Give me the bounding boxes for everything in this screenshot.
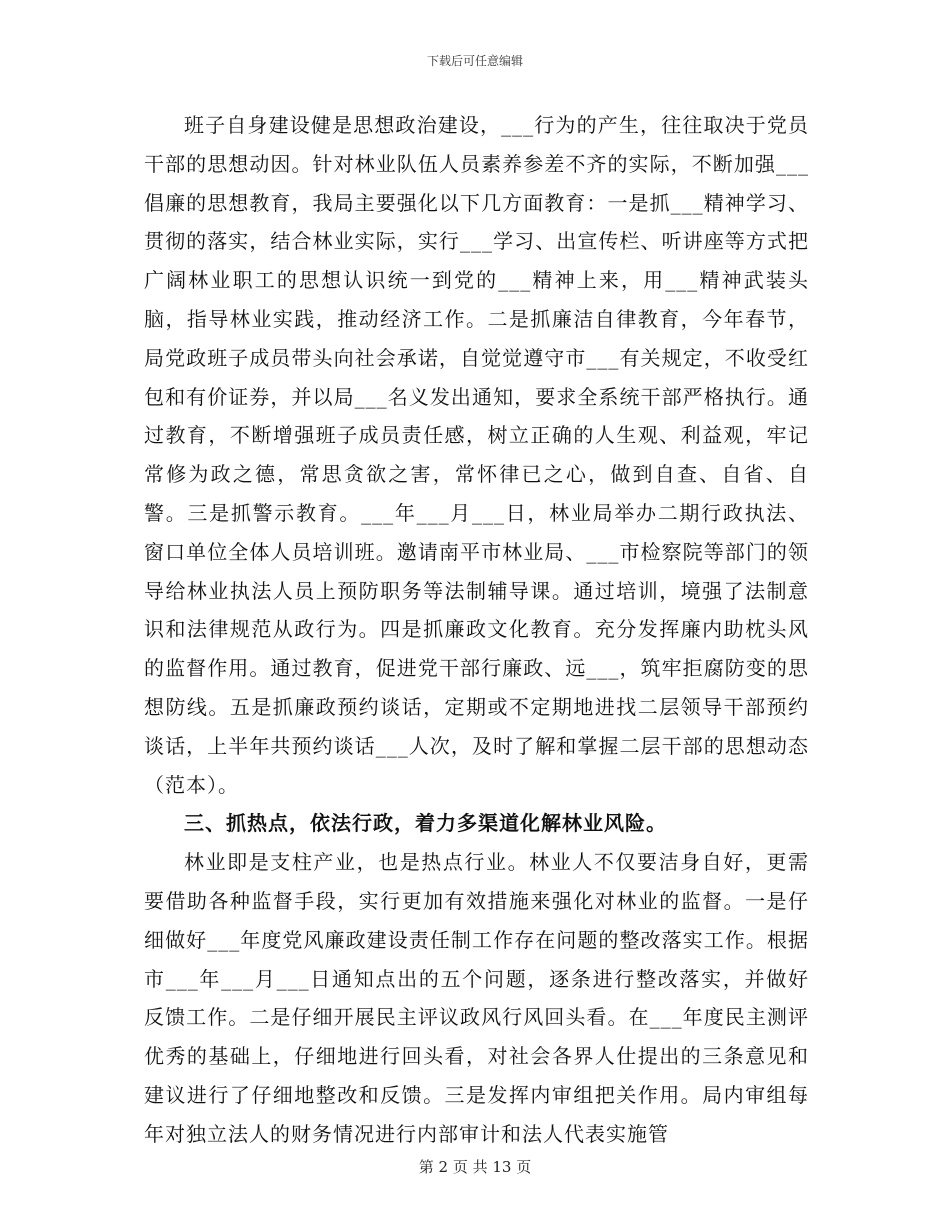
page-number: 第 2 页 共 13 页 — [418, 1158, 532, 1176]
body-paragraph: 班子自身建设健是思想政治建设，___行为的产生，往往取决于党员干部的思想动因。针对林业队伍人员素养参差不齐的实际，不断加强___倡廉的思想教育，我局主要强化以下几方面教育：一是抓___精神学习、贯彻的落实，结合林业实际，实行___学习、出宣传栏、听讲座等方式把广阔林业职工的思想认识统一到党的___精神上来，用___精神武装头脑，指导林业实践，推动经济工作。二是抓廉洁自律教育，今年春节，局党政班子成员带头向社会承诺，自觉觉遵守市___有关规定，不收受红包和有价证券，并以局___名义发出通知，要求全系统干部严格执行。通过教育，不断增强班子成员责任感，树立正确的人生观、利益观，牢记常修为政之德，常思贪欲之害，常怀律已之心，做到自查、自省、自警。三是抓警示教育。___年___月___日，林业局举办二期行政执法、窗口单位全体人员培训班。邀请南平市林业局、___市检察院等部门的领导给林业执法人员上预防职务等法制辅导课。通过培训，境强了法制意识和法律规范从政行为。四是抓廉政文化教育。充分发挥廉内助枕头风的监督作用。通过教育，促进党干部行廉政、远___，筑牢拒腐防变的思想防线。五是抓廉政预约谈话，定期或不定期地进找二层领导干部预约谈话，上半年共预约谈话___人次，及时了解和掌握二层干部的思想动态（范本）。 — [144, 113, 809, 797]
document-body — [144, 106, 809, 1154]
body-paragraph: 林业即是支柱产业，也是热点行业。林业人不仅要洁身自好，更需要借助各种监督手段，实行更加有效措施来强化对林业的监督。一是仔细做好___年度党风廉政建设责任制工作存在问题的整改落实工作。根据市___年___月___日通知点出的五个问题，逐条进行整改落实，并做好反馈工作。二是仔细开展民主评议政风行风回头看。在___年度民主测评优秀的基础上，仔细地进行回头看，对社会各界人仕提出的三条意见和建议进行了仔细地整改和反馈。三是发挥内审组把关作用。局内审组每年对独立法人的财务情况进行内部审计和法人代表实施管 — [144, 850, 809, 1146]
page-header-note: 下载后可任意编辑 — [426, 54, 523, 68]
section-heading: 三、抓热点，依法行政，着力多渠道化解林业风险。 — [184, 811, 667, 836]
